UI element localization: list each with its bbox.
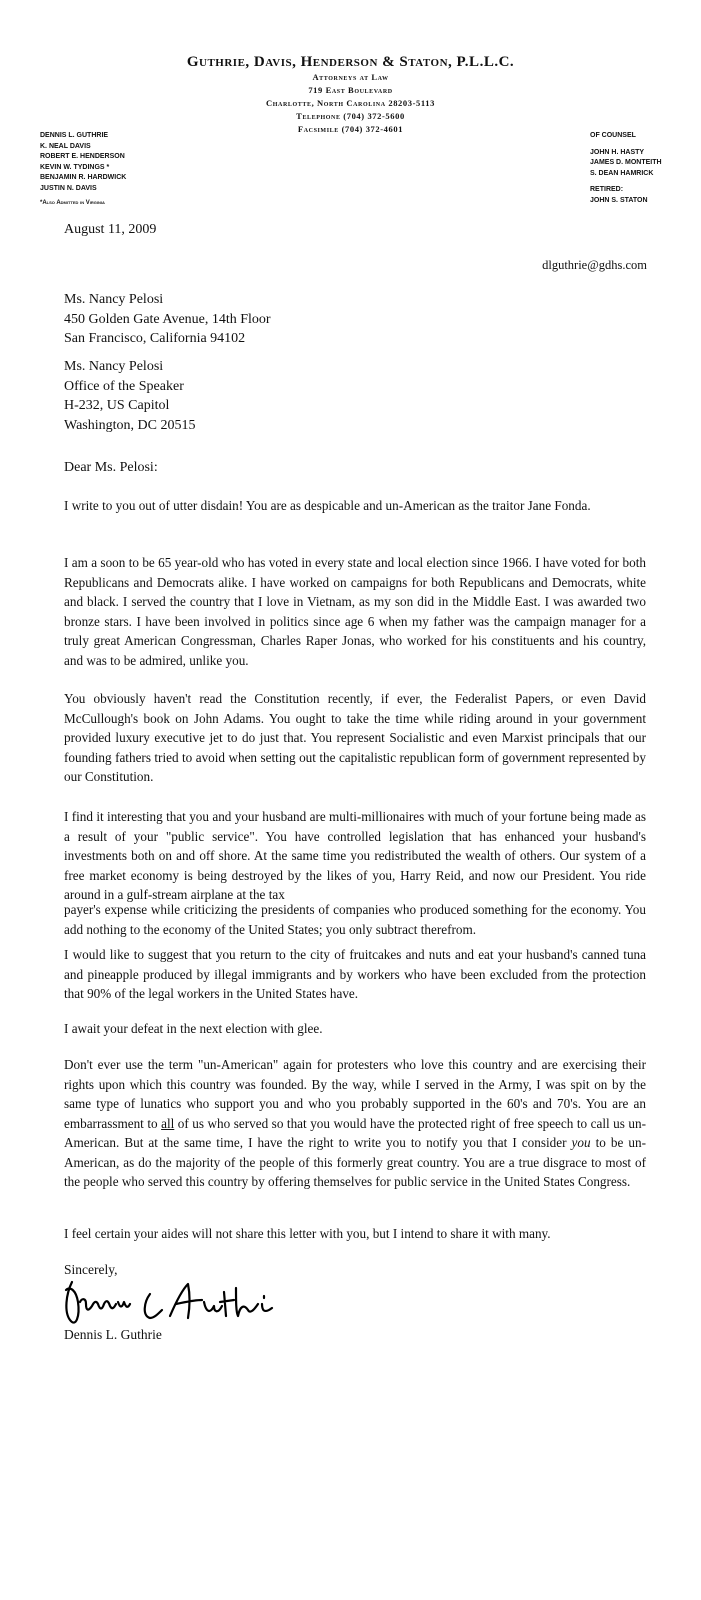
handwritten-signature [58,1272,288,1330]
paragraph-6: I would like to suggest that you return to the city of fruitcakes and nuts and eat your husband's canned tuna and pineapple produced by illegal immigrants and by workers who have been excluded from the protection that 90% of the legal workers in the United States have. [64,947,646,1001]
closing: Sincerely, [64,1262,118,1277]
address-line: San Francisco, California 94102 [64,331,246,346]
paragraph-2: I am a soon to be 65 year-old who has voted in every state and local election since 1966. I have voted for both Republicans and Democrats alike. I have worked on campaigns for both Republicans and Democrats, white and black. I served the country that I love in Vietnam, as my son did in the Middle East. I was awarded two bronze stars. I have been involved in politics since age 6 when my father was the campaign manager for a truly great American Congressman, Charles Raper Jonas, who worked for his constituents and his country, and was to be admired, unlike you. [64,555,646,668]
paragraph-7: I await your defeat in the next election with glee. [64,1021,323,1036]
partner-name: JUSTIN N. DAVIS [40,184,97,192]
partner-name: KEVIN W. TYDINGS * [40,163,110,171]
paragraph-1: I write to you out of utter disdain! You are as despicable and un-American as the traitor Jane Fonda. [64,498,591,513]
paragraph-4: I find it interesting that you and your husband are multi-millionaires with much of your fortune being made as a result of your "public service". You have controlled legislation that has enhanced your husband's investments both on and off shore. At the same time you redistributed the wealth of others. Our system of a free market economy is being destroyed by the likes of you, Harry Reid, and now our President. You ride around in a gulf-stream airplane at the tax [64,809,646,902]
partner-name: BENJAMIN R. HARDWICK [40,174,127,181]
paragraph-9: I feel certain your aides will not share this letter with you, but I intend to share it with many. [64,1226,551,1241]
partners-list [40,131,126,209]
address-line: 450 Golden Gate Avenue, 14th Floor [64,311,271,327]
paragraph-8-text: of us who served so that you would have the protected right of free speech to call us un-American. But at the same time, I have the right to write you to notify you that I consider [64,1115,646,1150]
paragraph-8 [64,1055,646,1192]
firm-facsimile: Facsimile (704) 372-4601 [297,124,404,134]
firm-city: Charlotte, North Carolina 28203-5113 [266,98,435,108]
paragraph-8-text: to be un-American, as do the majority of the people of this formerly great country. You are a true disgrace to most of the people who served this country by offering themselves for public service in the United States Congress. [64,1135,646,1189]
address-line: H-232, US Capitol [64,398,170,413]
address-line: Washington, DC 20515 [64,417,196,433]
firm-telephone: Telephone (704) 372-5600 [296,111,405,121]
partner-name: DENNIS L. GUTHRIE [40,132,109,139]
firm-subtitle: Attorneys at Law [312,72,389,82]
address-line: Ms. Nancy Pelosi [64,292,164,307]
firm-street: 719 East Boulevard [308,85,393,95]
retired-name: JOHN S. STATON [590,196,648,204]
retired-label: RETIRED: [590,186,624,193]
italic-word: you [571,1135,591,1150]
counsel-name: JAMES D. MONTEITH [590,159,662,166]
recipient-address-1 [64,290,271,349]
of-counsel-label: OF COUNSEL [590,132,636,139]
sender-email: dlguthrie@gdhs.com [542,258,647,272]
of-counsel-list [590,131,662,206]
letter-date: August 11, 2009 [64,222,157,237]
paragraph-3: You obviously haven't read the Constitution recently, if ever, the Federalist Papers, or even David McCullough's book on John Adams. You ought to take the time while riding around in your government provided luxury executive jet to do just that. You represent Socialistic and even Marxist principals that our founding fathers tried to avoid when setting out the capitalistic republican form of government represented by our Constitution. [64,691,646,784]
signer-name: Dennis L. Guthrie [64,1327,162,1342]
firm-name: Guthrie, Davis, Henderson & Staton, P.L.L.C. [186,54,515,70]
paragraph-8-text: Don't ever use the term "un-American" again for protesters who love this country and are exercising their rights upon which this country was founded. By the way, while I served in the Army, I was spit on by the same type of lunatics who support you and who you probably supported in the 60's and 70's. You are an embarrassment to [64,1057,646,1131]
counsel-name: S. DEAN HAMRICK [590,169,654,177]
counsel-name: JOHN H. HASTY [590,148,645,156]
partner-name: K. NEAL DAVIS [40,142,91,150]
partners-note: *Also Admitted in Virginia [40,200,105,206]
partner-name: ROBERT E. HENDERSON [40,153,125,160]
underlined-word: all [161,1115,175,1131]
paragraph-5: payer's expense while criticizing the presidents of companies who produced something for the economy. You add nothing to the economy of the United States; you only subtract therefrom. [64,902,646,937]
address-line: Ms. Nancy Pelosi [64,359,164,374]
recipient-address-2 [64,357,195,435]
salutation: Dear Ms. Pelosi: [64,460,158,475]
address-line: Office of the Speaker [64,378,184,394]
